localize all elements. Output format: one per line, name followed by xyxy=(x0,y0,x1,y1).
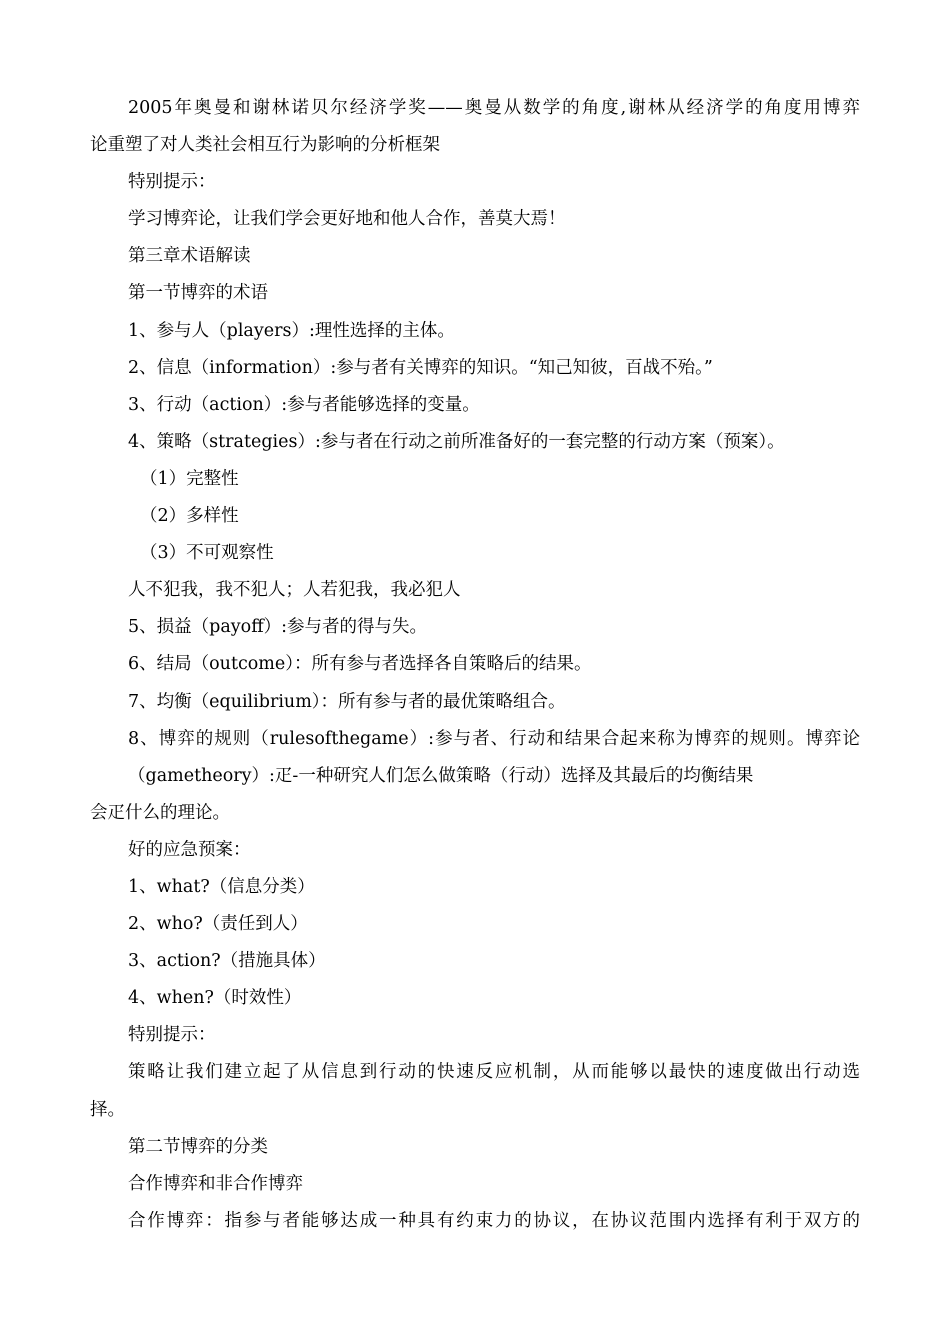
term-item: 5、损益（payoff）:参与者的得与失。 xyxy=(128,617,428,638)
sub-item: （1）完整性 xyxy=(140,468,239,489)
paragraph-line: 论重塑了对人类社会相互行为影响的分析框架 xyxy=(90,135,440,156)
term-item: 8、博弈的规则（rulesofthegame）:参与者、行动和结果合起来称为博弈的规则。博弈论 xyxy=(128,728,860,749)
term-item: 6、结局（outcome）：所有参与者选择各自策略后的结果。 xyxy=(128,654,592,675)
plan-item: 2、who?（责任到人） xyxy=(128,914,308,935)
paragraph-line: 合作博弈和非合作博弈 xyxy=(128,1173,303,1194)
chapter-heading: 第三章术语解读 xyxy=(128,246,251,267)
special-note-heading: 特别提示： xyxy=(128,1025,216,1046)
paragraph-line: （gametheory）:疋-一种研究人们怎么做策略（行动）选择及其最后的均衡结果 xyxy=(128,765,754,786)
section-heading: 第二节博弈的分类 xyxy=(128,1136,268,1157)
paragraph-line: 会疋什么的理论。 xyxy=(90,802,230,823)
sub-item: （3）不可观察性 xyxy=(140,543,274,564)
term-item: 7、均衡（equilibrium）：所有参与者的最优策略组合。 xyxy=(128,691,566,712)
term-item: 1、参与人（players）:理性选择的主体。 xyxy=(128,320,455,341)
paragraph-line: 策略让我们建立起了从信息到行动的快速反应机制，从而能够以最快的速度做出行动选 xyxy=(128,1062,860,1083)
plan-item: 4、when?（时效性） xyxy=(128,988,302,1009)
plan-item: 3、action?（措施具体） xyxy=(128,951,326,972)
term-item: 3、行动（action）:参与者能够选择的变量。 xyxy=(128,394,480,415)
term-item: 2、信息（information）:参与者有关博弈的知识。“知己知彼，百战不殆。” xyxy=(128,357,713,378)
paragraph-line: 择。 xyxy=(90,1099,125,1120)
term-item: 4、策略（strategies）:参与者在行动之前所准备好的一套完整的行动方案（预案）。 xyxy=(128,431,785,452)
paragraph-line: 人不犯我，我不犯人；人若犯我，我必犯人 xyxy=(128,580,461,601)
section-heading: 第一节博弈的术语 xyxy=(128,283,268,304)
plan-item: 1、what?（信息分类） xyxy=(128,876,315,897)
paragraph-line: 合作博弈：指参与者能够达成一种具有约束力的协议，在协议范围内选择有利于双方的 xyxy=(128,1210,860,1231)
sub-item: （2）多样性 xyxy=(140,506,239,527)
special-note-heading: 特别提示： xyxy=(128,172,216,193)
document-body xyxy=(90,90,860,1240)
plan-heading: 好的应急预案： xyxy=(128,839,251,860)
paragraph-line: 2005年奥曼和谢林诺贝尔经济学奖——奥曼从数学的角度,谢林从经济学的角度用博弈 xyxy=(128,98,860,118)
paragraph-line: 学习博弈论，让我们学会更好地和他人合作，善莫大焉！ xyxy=(128,209,566,230)
